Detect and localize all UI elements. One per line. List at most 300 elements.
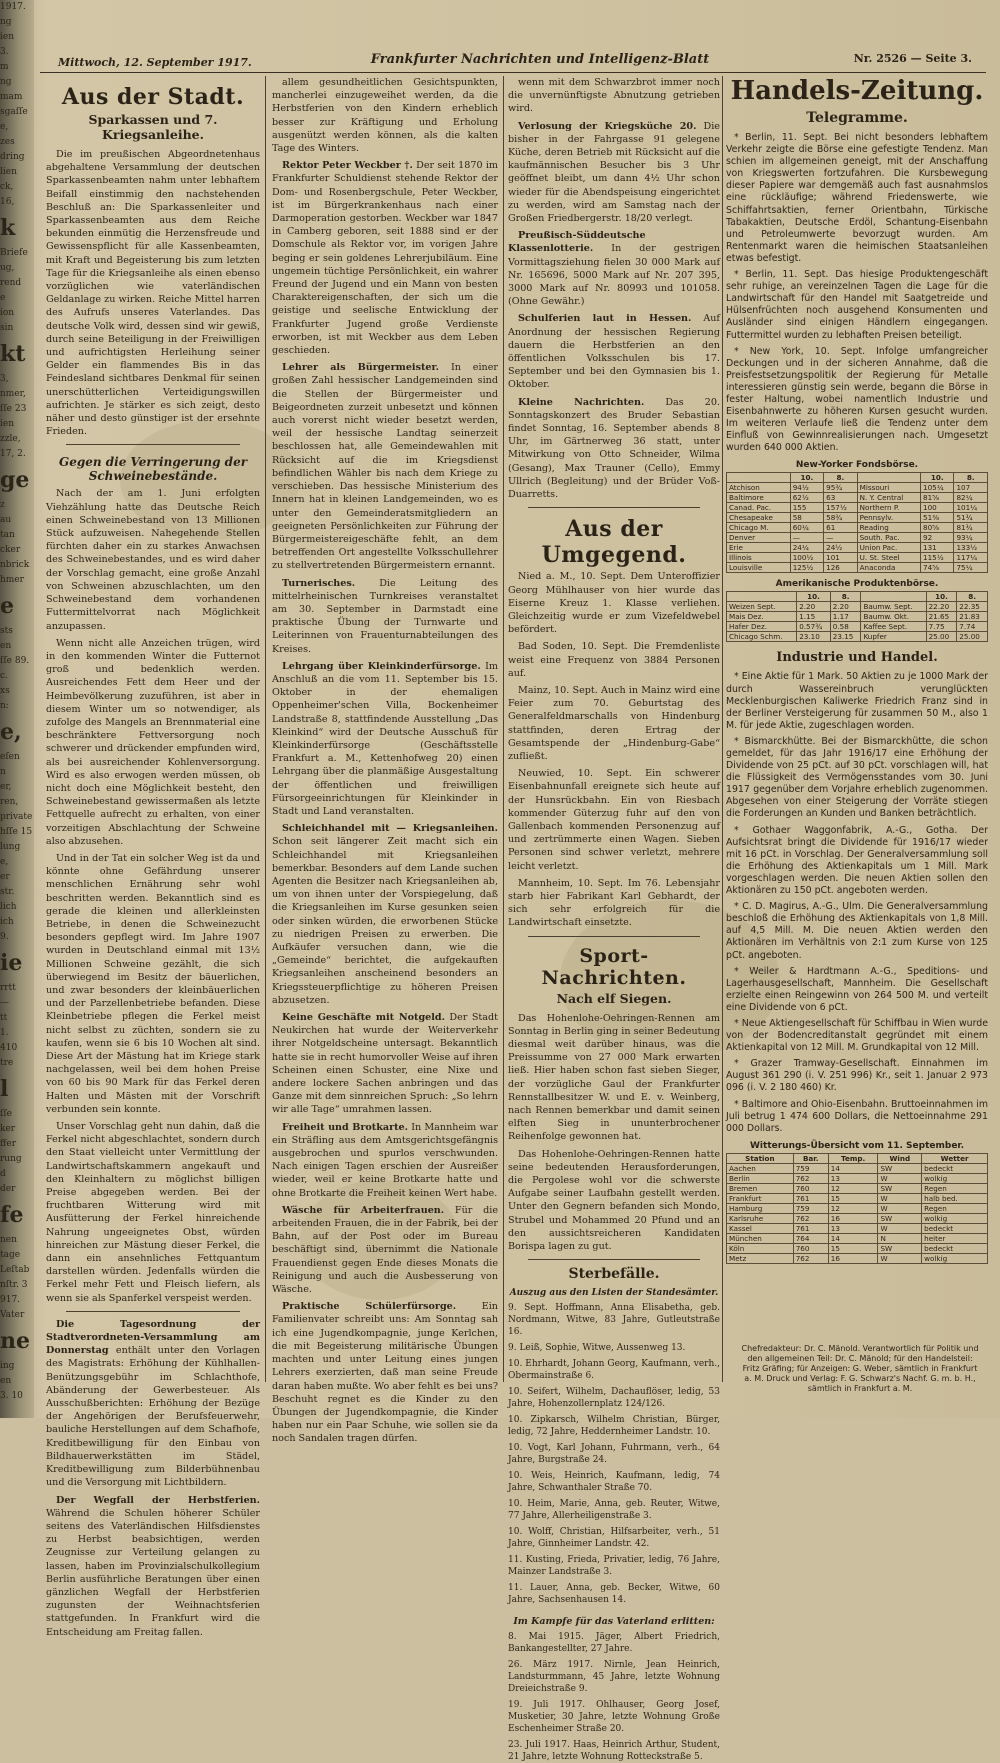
article-title-sport: Nach elf Siegen. xyxy=(556,990,672,1006)
table-row xyxy=(727,483,988,493)
commodity-table xyxy=(726,591,988,642)
section-heading-sport: Sport-Nachrichten. xyxy=(541,944,687,989)
table-cell: 12 xyxy=(828,1183,878,1193)
table-cell: wolkig xyxy=(922,1213,988,1223)
table-header-row xyxy=(727,473,988,483)
article-text: Ein Familienvater schreibt uns: Am Sonntag sah ich eine Jugendkompagnie, junge Kerlchen, die mit Begeisterung militärische Übungen machten und unter Leitung eines jungen Lehrers exerzierten, daß man seine Freude daran haben mußte. Wo aber fehlt es bei uns? Beschuht regnet es die Kinder zu den Übungen der Jugendkompagnie, die Kinder haben nur ein Paar Schuhe, wie sollen sie da noch Sandalen tragen dürfen. xyxy=(272,1301,498,1445)
list-item: 10. Heim, Marie, Anna, geb. Reuter, Witwe, 77 Jahre, Allerheiligenstraße 3. xyxy=(508,1499,720,1522)
table-cell: 133½ xyxy=(954,543,988,553)
table-cell: 61 xyxy=(824,523,857,533)
table-row xyxy=(727,622,988,632)
table-cell: 95¾ xyxy=(824,483,857,493)
article-paragraph xyxy=(272,159,498,357)
table-cell: SW xyxy=(878,1183,922,1193)
table-header-row xyxy=(727,592,988,602)
table-cell: Weizen Sept. xyxy=(727,602,797,612)
table-cell: 80⅝ xyxy=(921,523,954,533)
table-cell: 7.75 xyxy=(926,622,957,632)
sterbefaelle-subtitle: Auszug aus den Listen der Standesämter. xyxy=(509,1288,719,1299)
table-header-cell xyxy=(857,473,920,483)
strip-fragment: dring xyxy=(0,152,25,162)
table-title-produktenboerse: Amerikanische Produktenbörse. xyxy=(775,579,939,590)
article-text: In einer großen Zahl hessischer Landgemeinden sind die Stellen der Bürgermeister und Beigeordneten zurzeit unbesetzt und können auch vorerst nicht wieder besetzt werden, weil der hessische Landtag seinerzeit beschlossen hat, alle Gemeindewahlen mit Rücksicht auf die im Kriegsdienst befindlichen Wähler bis nach dem Kriege zu verschieben. Das hessische Ministerium des Innern hat in kleinen Landgemeinden, wo es unter den Gemeinderatsmitgliedern an geeigneten Persönlichkeiten zur Führung der Bürgermeistereigeschäfte fehlt, an dem betreffenden Ort angestellte Volksschullehrer zu stellvertretenden Bürgermeistern ernannt. xyxy=(272,362,498,572)
table-cell: bedeckt xyxy=(922,1243,988,1253)
table-cell: 94½ xyxy=(790,483,823,493)
table-cell: 12 xyxy=(828,1203,878,1213)
table-cell: 117¼ xyxy=(954,553,988,563)
article-kicker: Wäsche für Arbeiterfrauen. xyxy=(282,1204,445,1216)
strip-fragment: m xyxy=(0,62,9,72)
strip-fragment: ſſe 89. xyxy=(0,656,30,666)
table-cell: N xyxy=(878,1233,922,1243)
article-paragraph xyxy=(272,1300,498,1445)
list-item: 9. Sept. Hoffmann, Anna Elisabetha, geb. Nordmann, Witwe, 83 Jahre, Gutleutstraße 16. xyxy=(508,1303,720,1338)
table-cell: 762 xyxy=(793,1253,828,1263)
strip-fragment: e, xyxy=(0,857,9,867)
table-cell: Frankfurt xyxy=(727,1193,794,1203)
table-cell: Reading xyxy=(857,523,920,533)
table-cell: Pennsylv. xyxy=(857,513,920,523)
article-paragraph xyxy=(508,312,720,391)
table-row xyxy=(727,493,988,503)
page-header xyxy=(40,42,986,73)
list-item: 11. Kusting, Frieda, Privatier, ledig, 76 Jahre, Mainzer Landstraße 3. xyxy=(508,1555,720,1578)
article-text: Im Anschluß an die vom 11. September bis 15. Oktober in der ehemaligen Oppenheimer'schen Villa, Bockenheimer Landstraße 8, stattfindende Ausstellung „Das Kleinkind“ wird der Deutsche Ausschuß für Kleinkinderfürsorge (Geschäftsstelle Frankfurt a. M., Kettenhofweg 20) einen Lehrgang über die planmäßige Ausgestaltung der öffentlichen und freiwilligen Fürsorgeeinrichtungen für Kleinkinder in Stadt und Land veranstalten. xyxy=(272,660,498,817)
column-3 xyxy=(508,76,720,1763)
list-item: 19. Juli 1917. Ohlhauser, Georg Josef, Musketier, 30 Jahre, letzte Wohnung Große Eschenheimer Straße 20. xyxy=(508,1700,720,1735)
table-cell: 23.10 xyxy=(797,632,831,642)
table-cell: Hafer Dez. xyxy=(727,622,797,632)
table-row xyxy=(727,1173,988,1183)
strip-fragment: au xyxy=(0,515,12,525)
strip-fragment: zzle, xyxy=(0,434,21,444)
article-paragraph: Nied a. M., 10. Sept. Dem Unteroffizier Georg Mühlhauser von hier wurde das Eiserne Kreuz 1. Klasse verliehen. Gleichzeitig wurde er zum Vizefeldwebel befördert. xyxy=(508,571,720,636)
strip-fragment: der xyxy=(0,1184,16,1194)
strip-fragment: ge xyxy=(0,467,30,493)
strip-fragment: ien xyxy=(0,32,15,42)
strip-fragment: cker xyxy=(0,545,21,555)
table-row xyxy=(727,1213,988,1223)
article-paragraph: * Bismarckhütte. Bei der Bismarckhütte, die schon gemeldet, für das Jahr 1916/17 eine Erhöhung der Dividende von 25 pCt. auf 30 pCt. vorschlagen will, hat die Flüssigkeit des Vermögensstandes vom 30. Juni 1917 gegenüber dem Vorjahre erheblich zugenommen. Abgesehen von einer Steigerung der Vorräte stiegen die Forderungen an Kunden und Banken beträchtlich. xyxy=(726,735,988,820)
table-title-witterung: Witterungs-Übersicht vom 11. September. xyxy=(750,1140,964,1151)
table-cell: 24¼ xyxy=(790,543,823,553)
strip-fragment: private xyxy=(0,812,33,822)
table-cell: 759 xyxy=(793,1163,828,1173)
strip-fragment: k xyxy=(0,215,16,241)
strip-fragment: lung xyxy=(0,842,21,852)
article-text: enthält unter den Vorlagen des Magistrats: Erhöhung der Kühlhallen-Benützungsgebühr im Schlachthofe, Abänderung der Gewerbesteuer. Als Ausschußberichten: Erhöhung der Bezüge der Angehörigen der Berufsfeuerwehr, bauliche Herstellungen auf dem Schafhofe, Kreditbewilligung für den Einbau von Bildhauerwerkstätten im Städel, Kreditbewilligung zum Bilderbühnenbau und die Versorgung mit Lichtbildern. xyxy=(46,1345,260,1489)
table-cell: 7.74 xyxy=(957,622,988,632)
table-cell: 15 xyxy=(828,1243,878,1253)
table-header-cell: Wetter xyxy=(922,1153,988,1163)
table-row xyxy=(727,533,988,543)
table-cell: 100½ xyxy=(790,553,823,563)
table-cell: W xyxy=(878,1173,922,1183)
table-cell: Denver xyxy=(727,533,791,543)
table-cell: U. St. Steel xyxy=(857,553,920,563)
article-text: Das 20. Sonntagskonzert des Bruder Sebastian findet Sonntag, 16. September abends 8 Uhr, im Gärtnerweg 36 statt, unter Mitwirkung von Otto Schneider, Wilma (Gesang), Max Trauner (Cello), Emmy Ullrich (Begleitung) und der Brüder Voß-Duarretts. xyxy=(508,396,720,501)
section-heading-stadt: Aus der Stadt. xyxy=(61,84,245,110)
table-cell: 92 xyxy=(921,533,954,543)
table-cell: 761 xyxy=(793,1193,828,1203)
table-cell: Union Pac. xyxy=(857,543,920,553)
table-cell: 762 xyxy=(793,1213,828,1223)
strip-fragment: sgaſſe xyxy=(0,107,28,117)
table-cell: 63 xyxy=(824,493,857,503)
table-cell: 131 xyxy=(921,543,954,553)
divider xyxy=(528,1259,700,1260)
table-cell: 101 xyxy=(824,553,857,563)
table-cell: 75¼ xyxy=(954,563,988,573)
table-cell: Baumw. Okt. xyxy=(861,612,926,622)
strip-fragment: hmer xyxy=(0,575,24,585)
column-4 xyxy=(726,76,988,1382)
table-cell: 760 xyxy=(793,1243,828,1253)
table-header-cell: 10. xyxy=(926,592,957,602)
table-cell: 2.20 xyxy=(830,602,861,612)
article-paragraph: * Gothaer Waggonfabrik, A.-G., Gotha. Der Aufsichtsrat bringt die Dividende für 1916/17 wieder mit 16 pCt. in Vorschlag. Der Generalversammlung soll die Erhöhung des Aktienkapitals um 1 Mill. Mark vorgeschlagen werden. Die neuen Aktien sollen den Aktionären zu 150 pCt. angeboten werden. xyxy=(726,824,988,897)
table-cell: Kaffee Sept. xyxy=(861,622,926,632)
table-cell: 761 xyxy=(793,1223,828,1233)
table-cell: — xyxy=(824,533,857,543)
table-cell: 126 xyxy=(824,563,857,573)
table-cell: 23.15 xyxy=(830,632,861,642)
article-paragraph xyxy=(272,1121,498,1200)
strip-fragment: ſſe xyxy=(0,1109,12,1119)
article-kicker: Der Wegfall der Herbstferien. xyxy=(56,1494,260,1506)
table-cell: 764 xyxy=(793,1233,828,1243)
article-paragraph: * Weiler & Hardtmann A.-G., Speditions- und Lagerhausgesellschaft, Mannheim. Die Gesellschaft erzielte einen Reingewinn von 264 500 M. und verteilt eine Dividende von 6 pCt. xyxy=(726,965,988,1013)
article-paragraph: Und in der Tat ein solcher Weg ist da und könnte ohne Gefährdung unserer menschlichen Ernährung sehr wohl beschritten werden. Bekanntlich sind es gerade die kleinen und allerkleinsten Betriebe, in denen die Schweinezucht besonders gepflegt wird. Im Jahre 1907 wurden in Deutschland einmal mit 13½ Millionen Schweine gezählt, die sich überwiegend im Besitz der bäuerlichen, und zwar besonders der kleinbäuerlichen und der Parzellenbetriebe befanden. Diese Kleinbetriebe pflegen die Ferkel meist nicht selbst zu züchten, sondern sie zu kaufen, wenn sie 6 bis 10 Wochen alt sind. Diese Art der Mästung hat im Kriege stark nachgelassen, weil bei dem hohen Preise von 60 bis 90 Mark für das Ferkel deren Halten und Mästen mit der Vorschrift verbunden sein konnte. xyxy=(46,852,260,1115)
article-kicker: Schleichhandel mit — Kriegsanleihen. xyxy=(282,823,498,835)
section-heading-sterbefaelle: Sterbefälle. xyxy=(568,1266,660,1283)
table-cell: 0.57¾ xyxy=(797,622,831,632)
strip-fragment: xs xyxy=(0,686,10,696)
strip-fragment: sin xyxy=(0,323,14,333)
table-cell: 13 xyxy=(828,1173,878,1183)
table-cell: 1.17 xyxy=(830,612,861,622)
article-paragraph xyxy=(272,577,498,656)
article-paragraph: Unser Vorschlag geht nun dahin, daß die Ferkel nicht abgeschlachtet, sondern durch den Staat vielleicht unter Vermittlung der Landwirtschaftskammern angekauft und den Kleinhaltern zu möglichst billigen Preise abgegeben werden. Bei der fruchtbaren Witterung wird mit Ausfütterung der Ferkel hinreichende Nahrung ungeeignetes Obst, würden hinreichen zur Mästung dieser Ferkel, die dann ein ansehnliches Fettquantum darstellen würden. Jedenfalls würden die Ferkel mehr Fett und Fleisch liefern, als wenn sie als Spanferkel verspeist werden. xyxy=(46,1121,260,1304)
table-title-fondsboerse: New-Yorker Fondsbörse. xyxy=(795,460,919,471)
list-item: 10. Weis, Heinrich, Kaufmann, ledig, 74 Jahre, Schwanthaler Straße 70. xyxy=(508,1471,720,1494)
table-header-cell: 10. xyxy=(790,473,823,483)
article-paragraph: * C. D. Magirus, A.-G., Ulm. Die Generalversammlung beschloß die Erhöhung des Aktienkapitals von 1,8 Mill. auf 4,5 Mill. M. Die neuen Aktien werden den Aktionären im Verhältnis von 2:1 zum Kurse von 125 pCt. angeboten. xyxy=(726,901,988,961)
table-cell: 15 xyxy=(828,1193,878,1203)
table-cell: 762 xyxy=(793,1173,828,1183)
strip-fragment: Vater xyxy=(0,1310,25,1320)
column-2 xyxy=(272,76,498,1445)
strip-fragment: nſtr. 3 xyxy=(0,1280,28,1290)
strip-fragment: 9. xyxy=(0,932,9,942)
issue-date: Mittwoch, 12. September 1917. xyxy=(58,56,252,69)
strip-fragment: ng xyxy=(0,77,12,87)
table-cell: 16 xyxy=(828,1253,878,1263)
article-paragraph: Neuwied, 10. Sept. Ein schwerer Eisenbahnunfall ereignete sich heute auf der Hunsrückbahn. Ein von Riesbach kommender Güterzug fuhr auf den von Gallenbach kommenden Personenzug auf und zertrümmerte einen Wagen. Sieben Personen sind schwer verletzt, mehrere leicht verletzt. xyxy=(508,768,720,872)
strip-fragment: 1917. xyxy=(0,2,26,12)
table-cell: Anaconda xyxy=(857,563,920,573)
table-cell: Baltimore xyxy=(727,493,791,503)
table-cell: Aachen xyxy=(727,1163,794,1173)
table-cell: wolkig xyxy=(922,1173,988,1183)
table-cell: Mais Dez. xyxy=(727,612,797,622)
article-paragraph: Die im preußischen Abgeordnetenhaus abgehaltene Versammlung der deutschen Sparkassenbeamten nahm unter lebhaftem Beifall einstimmig den nachstehenden Beschluß an: Die Sparkassenleiter und Sparkassenbeamten aus dem Reiche bekunden einmütig die Herzensfreude und Gewissenspflicht für alle Kassenbeamten, mit Kraft und Begeisterung bis zum letzten Tage für die Kriegsanleihe als einen ebenso vorzüglichen wie vaterländischen Geldanlage zu wirken. Reiche Mittel harren des Aufrufs unseres Vaterlandes. Das deutsche Volk wird, dessen sind wir gewiß, durch seine Beteiligung in der Freiwilligen und aufrichtigsten Herleihung seiner Gelder ein flammendes Bis in das Feindesland sichtbares Denkmal für seinen unerschütterlichen Verteidigungswillen aufrichten. Je stärker es sich zeigt, desto näher und desto günstiger ist der ersehnte Frieden. xyxy=(46,149,260,438)
article-paragraph xyxy=(272,361,498,572)
table-header-cell: 8. xyxy=(824,473,857,483)
table-cell: Regen xyxy=(922,1183,988,1193)
table-cell: 62½ xyxy=(790,493,823,503)
article-paragraph: * Baltimore and Ohio-Eisenbahn. Bruttoeinnahmen im Juli betrug 1 474 600 Dollars, die Nettoeinnahme 291 000 Dollars. xyxy=(726,1098,988,1134)
divider xyxy=(528,936,700,937)
strip-fragment: str. xyxy=(0,887,15,897)
table-cell: 58¾ xyxy=(824,513,857,523)
table-cell: 21.65 xyxy=(926,612,957,622)
table-cell: South. Pac. xyxy=(857,533,920,543)
article-kicker: Rektor Peter Weckber †. xyxy=(282,160,413,172)
table-row xyxy=(727,1183,988,1193)
strip-fragment: ug, xyxy=(0,263,15,273)
table-cell: 13 xyxy=(828,1223,878,1233)
strip-fragment: 410 xyxy=(0,1043,18,1053)
war-casualties-heading: Im Kampfe für das Vaterland erlitten: xyxy=(513,1616,715,1628)
table-cell: Atchison xyxy=(727,483,791,493)
table-header-cell: Temp. xyxy=(828,1153,878,1163)
table-cell: Hamburg xyxy=(727,1203,794,1213)
table-cell: halb bed. xyxy=(922,1193,988,1203)
table-row xyxy=(727,1163,988,1173)
table-cell: 14 xyxy=(828,1163,878,1173)
article-kicker: Keine Geschäfte mit Notgeld. xyxy=(282,1012,445,1024)
table-cell: — xyxy=(790,533,823,543)
table-cell: 58 xyxy=(790,513,823,523)
article-paragraph xyxy=(46,1494,260,1639)
table-cell: 81¾ xyxy=(954,523,988,533)
table-cell: 115½ xyxy=(921,553,954,563)
article-paragraph: Bad Soden, 10. Sept. Die Fremdenliste weist eine Frequenz von 3884 Personen auf. xyxy=(508,641,720,679)
table-cell: München xyxy=(727,1233,794,1243)
article-kicker: Die Tagesordnung der Stadtverordneten-Versammlung am Donnerstag xyxy=(46,1318,260,1357)
table-cell: 155 xyxy=(790,503,823,513)
strip-fragment: z xyxy=(0,500,5,510)
strip-fragment: ie xyxy=(0,950,23,976)
table-header-row xyxy=(727,1153,988,1163)
article-text: Die bisher in der Fahrgasse 91 gelegene Küche, deren Betrieb mit Rücksicht auf die kaufmännischen Besucher bis 3 Uhr geöffnet bleibt, um dann 4½ Uhr schon wieder für die Abendspeisung eingerichtet zu werden, wird am Samstag nach der Großen Friedbergerstr. 18/20 verlegt. xyxy=(508,120,720,225)
table-cell: 105¼ xyxy=(921,483,954,493)
table-cell: wolkig xyxy=(922,1253,988,1263)
divider xyxy=(66,444,240,445)
article-paragraph: * Berlin, 11. Sept. Bei nicht besonders lebhaftem Verkehr zeigte die Börse eine gefestigte Tendenz. Man schien im allgemeinen geneigt, mit der Anschaffung von Kriegswerten fortzufahren. Die Kursbewegung dieser Papiere war demgemäß auch fast ausnahmslos eine rückläufige; während Friedenswerte, wie Schiffahrtsaktien, ferner Orientbahn, Türkische Tabakaktien, Deutsche Erdöl, Schantung-Eisenbahn und Petroleumwerte bevorzugt wurden. Am Rentenmarkt waren die heimischen Staatsanleihen etwas befestigt. xyxy=(726,132,988,264)
table-cell: 24½ xyxy=(824,543,857,553)
strip-fragment: ien xyxy=(0,419,15,429)
strip-fragment: er xyxy=(0,872,10,882)
article-paragraph: * Berlin, 11. Sept. Das hiesige Produktengeschäft sehr ruhige, an vereinzelnen Tagen die Lage für die Landwirtschaft für den Handel mit Saatgetreide und Hülsenfrüchten noch ausgehend Konsumenten und Ausländer sind einigen Händlern eingegangen. Futtermittel wurden zu lebhaften Preisen beteiligt. xyxy=(726,269,988,341)
table-cell: Kassel xyxy=(727,1223,794,1233)
strip-fragment: tt xyxy=(0,1013,8,1023)
strip-fragment: tre xyxy=(0,1058,14,1068)
article-paragraph: Nach der am 1. Juni erfolgten Viehzählung hatte das Deutsche Reich einen Schweinebestand von 13 Millionen Stück aufzuweisen. Nahegehende Stellen fürchten daher ein zu starkes Anwachsen des Schweinebestandes, und es wird daher der Vorschlag gemacht, eine große Anzahl von Schweinen abzuschlachten, um den Schweinebestand dem vorhandenen Futtermittelvorrat nach Möglichkeit anzupassen. xyxy=(46,488,260,632)
table-cell: 1.15 xyxy=(797,612,831,622)
table-cell: 81⅝ xyxy=(921,493,954,503)
strip-fragment: 3. 10 xyxy=(0,1391,23,1401)
article-kicker: Lehrgang über Kleinkinderfürsorge. xyxy=(282,660,481,672)
article-paragraph: allem gesundheitlichen Gesichtspunkten, mancherlei einzugeweihet werden, da die Herbstferien von den Kindern erheblich besser zur Kräftigung und Erholung ausgenützt werden können, als die kalten Tage des Winters. xyxy=(272,77,498,155)
article-kicker: Freiheit und Brotkarte. xyxy=(282,1121,409,1133)
list-item: 10. Vogt, Karl Johann, Fuhrmann, verh., 64 Jahre, Burgstraße 24. xyxy=(508,1443,720,1466)
table-header-cell xyxy=(861,592,926,602)
strip-fragment: en xyxy=(0,1376,12,1386)
strip-fragment: e, xyxy=(0,122,9,132)
section-heading-umgegend: Aus der Umgegend. xyxy=(541,516,687,569)
article-kicker: Verlosung der Kriegsküche 20. xyxy=(518,120,697,132)
article-text: Der Stadt Neukirchen hat wurde der Weiterverkehr ihrer Notgeldscheine untersagt. Bekanntlich hatte sie in recht humorvoller Weise auf ihren Scheinen einen Schuster, eine Nixe und andere lockere Sachen anbringen und das Ganze mit dem sinnreichen Spruch: „So lehrn wir alle Tage“ umrahmen lassen. xyxy=(272,1012,498,1116)
strip-fragment: 917. xyxy=(0,1295,21,1305)
strip-fragment: tage xyxy=(0,1250,21,1260)
strip-fragment: e, xyxy=(0,719,22,745)
divider xyxy=(528,507,700,508)
strip-fragment: er, xyxy=(0,782,12,792)
column-rule xyxy=(265,76,266,1382)
strip-fragment: l xyxy=(0,1076,9,1102)
masthead-title: Frankfurter Nachrichten und Intelligenz-Blatt xyxy=(370,52,710,67)
article-paragraph xyxy=(272,1011,498,1117)
list-item: 11. Lauer, Anna, geb. Becker, Witwe, 60 Jahre, Sachsenhausen 14. xyxy=(508,1583,720,1606)
strip-fragment: ing xyxy=(0,1361,15,1371)
strip-fragment: tan xyxy=(0,530,15,540)
divider xyxy=(66,1311,240,1312)
weather-table xyxy=(726,1153,988,1264)
table-cell: Köln xyxy=(727,1243,794,1253)
table-cell: Chesapeake xyxy=(727,513,791,523)
table-cell: bedeckt xyxy=(922,1223,988,1233)
table-cell: Metz xyxy=(727,1253,794,1263)
table-cell: Northern P. xyxy=(857,503,920,513)
table-cell: 51¾ xyxy=(954,513,988,523)
adjacent-page-strip xyxy=(0,0,34,1418)
list-item: 23. Juli 1917. Haas, Heinrich Arthur, Student, 21 Jahre, letzte Wohnung Rotteckstraße 5. xyxy=(508,1740,720,1763)
list-item: 10. Zipkarsch, Wilhelm Christian, Bürger, ledig, 72 Jahre, Heddernheimer Landstr. 10. xyxy=(508,1415,720,1438)
article-paragraph: * Neue Aktiengesellschaft für Schiffbau in Wien wurde von der Bodencreditanstalt gegründet mit einem Aktienkapital von 12 Mill. M. Grundkapital von 12 Mill. xyxy=(726,1017,988,1054)
strip-fragment: sts xyxy=(0,626,13,636)
section-heading-handel: Handels-Zeitung. xyxy=(730,76,984,106)
article-paragraph: * Eine Aktie für 1 Mark. 50 Aktien zu je 1000 Mark der durch Wassereinbruch verunglückten Mecklenburgischen Kaliwerke Friedrich Franz sind in der Berliner Versteigerung für zusammen 50 M., also 1 M. für jede Aktie, zugeschlagen worden. xyxy=(726,671,988,731)
article-text: Die Leitung des mittelrheinischen Turnkreises veranstaltet am 30. September in Darmstadt eine praktische Übung der Turnwarte und Leiterinnen von Frauenturnabteilungen des Kreises. xyxy=(272,577,498,655)
strip-fragment: rend xyxy=(0,278,22,288)
table-cell: 100 xyxy=(921,503,954,513)
list-item: 9. Leiß, Sophie, Witwe, Aussenweg 13. xyxy=(508,1343,686,1354)
table-row xyxy=(727,1253,988,1263)
strip-fragment: ne xyxy=(0,1328,30,1354)
column-1 xyxy=(46,76,260,1638)
article-kicker: Schulferien laut in Hessen. xyxy=(518,313,692,325)
table-row xyxy=(727,632,988,642)
strip-fragment: lich xyxy=(0,902,17,912)
table-row xyxy=(727,602,988,612)
table-row xyxy=(727,1203,988,1213)
strip-fragment: c. xyxy=(0,671,8,681)
table-cell: Berlin xyxy=(727,1173,794,1183)
article-kicker: Preußisch-Süddeutsche Klassenlotterie. xyxy=(508,230,646,255)
table-cell: 16 xyxy=(828,1213,878,1223)
strip-fragment: fe xyxy=(0,1202,24,1228)
strip-fragment: rrtt xyxy=(0,983,16,993)
table-row xyxy=(727,523,988,533)
article-text: Auf Anordnung der hessischen Regierung dauern die Herbstferien an den öffentlichen Volksschulen bis 17. September und bei den Gymnasien bis 1. Oktober. xyxy=(508,313,720,391)
article-text: Für die arbeitenden Frauen, die in der Fabrik, bei der Bahn, auf der Post oder im Bureau beschäftigt sind, übernimmt die Nationale Frauendienst gegen Ende dieses Monats die Reinigung und auch die Ausbesserung von Wäsche. xyxy=(272,1204,498,1296)
table-header-cell: Wind xyxy=(878,1153,922,1163)
table-row xyxy=(727,1193,988,1203)
table-header-cell xyxy=(727,592,797,602)
strip-fragment: hſſe 15 xyxy=(0,827,33,837)
article-paragraph xyxy=(508,396,720,502)
table-cell: Karlsruhe xyxy=(727,1213,794,1223)
strip-fragment: ſſe 23 xyxy=(0,404,27,414)
table-cell: 22.35 xyxy=(957,602,988,612)
column-rule xyxy=(722,76,723,1382)
war-casualties-list xyxy=(508,1631,720,1763)
article-paragraph xyxy=(272,822,498,1007)
article-paragraph: * Grazer Tramway-Gesellschaft. Einnahmen im August 361 290 (i. V. 251 996) Kr., seit 1. Januar 2 973 096 (i. V. 2 180 460) Kr. xyxy=(726,1058,988,1094)
table-cell: 21.83 xyxy=(957,612,988,622)
table-cell: 22.20 xyxy=(926,602,957,612)
table-cell: Baumw. Sept. xyxy=(861,602,926,612)
table-row xyxy=(727,612,988,622)
table-row xyxy=(727,543,988,553)
table-row xyxy=(727,513,988,523)
article-paragraph: Mainz, 10. Sept. Auch in Mainz wird eine Feier zum 70. Geburtstag des Generalfeldmarschalls von Hindenburg stattfinden, deren Ertrag der Gesamtspende der „Hindenburg-Gabe“ zufließt. xyxy=(508,684,720,762)
table-header-cell: 10. xyxy=(921,473,954,483)
strip-fragment: n xyxy=(0,767,6,777)
table-row xyxy=(727,1223,988,1233)
article-paragraph xyxy=(272,660,498,818)
table-cell: 93¼ xyxy=(954,533,988,543)
table-row xyxy=(727,1233,988,1243)
table-cell: 14 xyxy=(828,1233,878,1243)
article-kicker: Kleine Nachrichten. xyxy=(518,396,645,408)
table-cell: 2.20 xyxy=(797,602,831,612)
table-cell: Chicago M. xyxy=(727,523,791,533)
table-cell: Missouri xyxy=(857,483,920,493)
strip-fragment: ren, xyxy=(0,797,19,807)
article-paragraph: Das Hohenlohe-Oehringen-Rennen hatte seine bedeutenden Herausforderungen, die Pergolese wohl vor die schwerste Aufgabe seiner Laufbahn gestellt werden. Unter den Gegnern befanden sich Mondo, Strubel und Mohammed 20 Pfund und an den aussichtsreicheren Kandidaten Borispa lagen zu gut. xyxy=(508,1148,720,1253)
table-cell: 125½ xyxy=(790,563,823,573)
article-paragraph xyxy=(46,1318,260,1490)
table-cell: Regen xyxy=(922,1203,988,1213)
issue-page-number: Nr. 2526 — Seite 3. xyxy=(853,52,972,65)
strip-fragment: 1. xyxy=(0,1028,9,1038)
table-cell: 25.00 xyxy=(957,632,988,642)
column-rule xyxy=(503,76,504,1382)
strip-fragment: rung xyxy=(0,1154,22,1164)
table-header-cell: Bar. xyxy=(793,1153,828,1163)
strip-fragment: en xyxy=(0,641,12,651)
table-cell: SW xyxy=(878,1243,922,1253)
article-title-sparkassen: Sparkassen und 7. Kriegsanleihe. xyxy=(88,112,218,142)
table-cell: SW xyxy=(878,1163,922,1173)
strip-fragment: 3, xyxy=(0,374,9,384)
strip-fragment: ich xyxy=(0,917,14,927)
strip-fragment: e xyxy=(0,593,14,619)
table-cell: 107 xyxy=(954,483,988,493)
strip-fragment: eſen xyxy=(0,752,20,762)
table-cell: heiter xyxy=(922,1233,988,1243)
strip-fragment: Leſtab xyxy=(0,1265,30,1275)
article-kicker: Turnerisches. xyxy=(282,577,356,589)
strip-fragment: nbrick xyxy=(0,560,30,570)
table-cell: W xyxy=(878,1253,922,1263)
strip-fragment: mam xyxy=(0,92,23,102)
strip-fragment: kt xyxy=(0,341,26,367)
strip-fragment: 16, xyxy=(0,197,15,207)
